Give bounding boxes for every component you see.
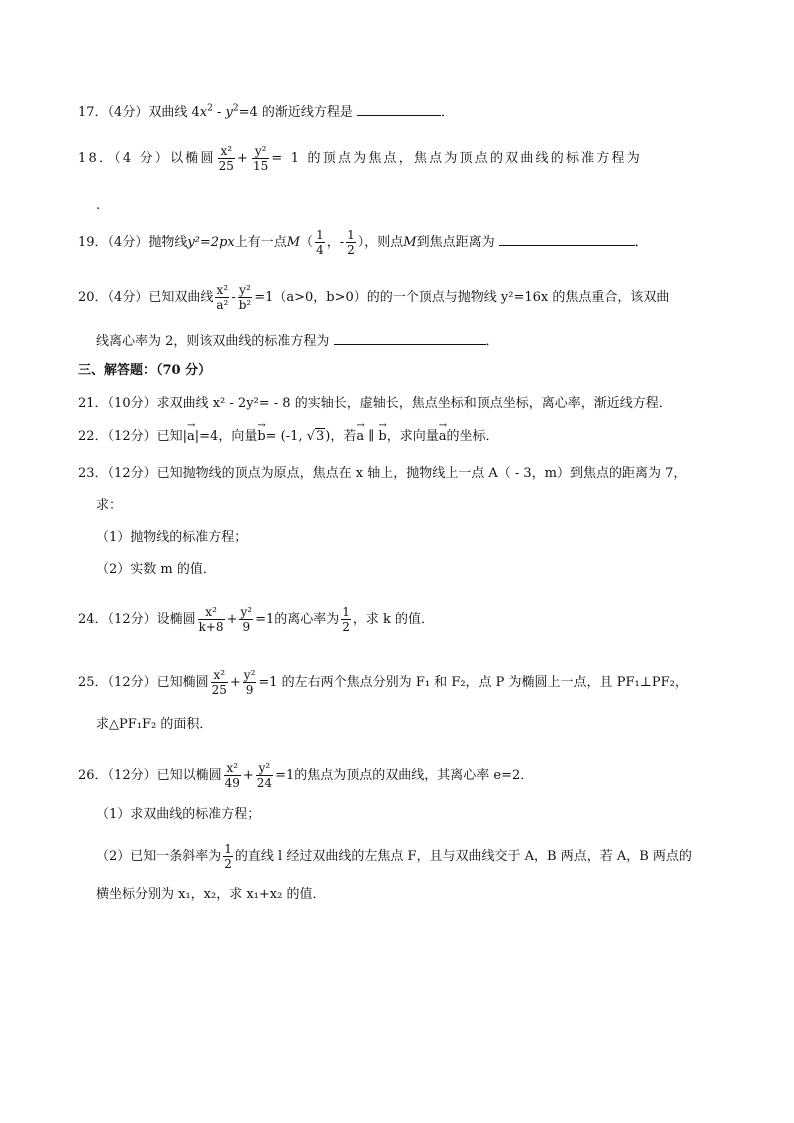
question-number: 18． <box>78 151 115 166</box>
question-number: 22． <box>78 429 108 444</box>
question-26: 26．（12分）已知以椭圆 $\frac{\text{x²}}{49}$ + $\frac{\text{y²}}{24}$ =1的焦点为顶点的双曲线，其离心率 e=2． <box>78 761 534 790</box>
question-23: 23．（12分）已知抛物线的顶点为原点，焦点在 x 轴上，抛物线上一点 A（ - 3，m）到焦点的距离为 7， <box>78 466 687 481</box>
answer-blank[interactable] <box>334 330 486 345</box>
fraction: $\frac{1}{2}$ <box>342 605 350 634</box>
score: （4分） <box>107 290 149 305</box>
question-number: 26． <box>78 768 108 783</box>
fraction: $\frac{1}{2}$ <box>224 842 232 871</box>
question-20: 20．（4分）已知双曲线 $\frac{\text{x²}}{\text{a²}}$ - $\frac{\text{y²}}{\text{b²}}$ =1（a>0，b>0）的的一个顶点与抛物线 y²=16x 的焦点重合，该双曲 <box>78 283 670 312</box>
fraction: $\frac{\text{x²}}{k+8}$ <box>198 605 224 634</box>
score: （12分） <box>107 768 157 783</box>
fraction: $\frac{\text{y²}}{24}$ <box>256 761 273 790</box>
sub-question-1: （1）抛物线的标准方程； <box>96 530 248 545</box>
fraction: $\frac{\text{y²}}{\text{b²}}$ <box>238 283 252 312</box>
question-number: 21． <box>78 396 108 411</box>
sub-question-2: （2）已知一条斜率为 $\frac{1}{2}$ 的直线 l 经过双曲线的左焦点 F，且与双曲线交于 A，B 两点，若 A，B 两点的 <box>96 842 692 871</box>
sub-question-2-cont: 横坐标分别为 x₁，x₂，求 x₁+x₂ 的值． <box>96 887 326 902</box>
question-number: 24． <box>78 612 108 627</box>
question-number: 25． <box>78 675 108 690</box>
question-number: 19． <box>78 235 108 250</box>
score: （12分） <box>107 466 157 481</box>
question-20-cont: 线离心率为 2，则该双曲线的标准方程为 ． <box>96 330 499 352</box>
question-number: 20． <box>78 290 108 305</box>
question-25-cont: 求△PF₁F₂ 的面积． <box>96 717 213 732</box>
question-number: 23． <box>78 466 108 481</box>
question-17: 17．（4分）双曲线 $4x^2 - y^2=4$ 的渐近线方程是 ． <box>78 101 454 123</box>
math-var: x <box>199 105 208 120</box>
score: （4分） <box>107 235 149 250</box>
score: （12分） <box>107 612 157 627</box>
score: （10分） <box>107 396 157 411</box>
question-number: 17． <box>78 105 108 120</box>
fraction: $\frac{1}{2}$ <box>347 228 355 257</box>
fraction: $\frac{\text{y²}}{9}$ <box>243 668 256 697</box>
answer-blank[interactable] <box>499 231 635 246</box>
fraction: $\frac{\text{x²}}{25}$ <box>218 144 234 173</box>
score: （12分） <box>107 429 157 444</box>
fraction: $\frac{\text{x²}}{49}$ <box>224 761 240 790</box>
fraction: $\frac{\text{x²}}{25}$ <box>211 668 227 697</box>
question-21: 21．（10分）求双曲线 x² - 2y²= - 8 的实轴长，虚轴长，焦点坐标和顶点坐标，离心率，渐近线方程． <box>78 396 672 411</box>
question-18: 18．（4 分）以椭圆 $\frac{\text{x²}}{25}$ + $\frac{\text{y²}}{15}$ = 1 的顶点为焦点，焦点为顶点的双曲线的标准方程为 <box>78 144 642 173</box>
question-text: 双曲线 4 <box>148 105 200 120</box>
score: （4 分） <box>114 151 171 166</box>
question-24: 24．（12分）设椭圆 $\frac{\text{x²}}{k+8}$ + $\frac{\text{y²}}{9}$ =1的离心率为 $\frac{1}{2}$ ，求 k 的值． <box>78 605 435 634</box>
question-19: 19．（4分）抛物线y²=2px上有一点M（ $\frac{1}{4}$ ，- $\frac{1}{2}$ ），则点M到焦点距离为 ． <box>78 228 648 257</box>
sub-question-2: （2）实数 m 的值． <box>96 562 216 577</box>
fraction: $\frac{\text{x²}}{\text{a²}}$ <box>216 283 229 312</box>
fraction: $\frac{\text{y²}}{15}$ <box>253 144 269 173</box>
answer-blank[interactable] <box>357 101 441 116</box>
question-22: 22．（12分）已知|→ a|=4，向量→ b= (-1, √3)，若→ a ∥ → b，求向量→ a的坐标． <box>78 427 499 447</box>
answer-blank-18[interactable]: . <box>96 198 101 213</box>
fraction: $\frac{1}{4}$ <box>316 228 324 257</box>
fraction: $\frac{\text{y²}}{9}$ <box>240 605 253 634</box>
score: （4分） <box>107 105 149 120</box>
score: （12分） <box>107 675 157 690</box>
question-23-cont: 求： <box>96 498 123 513</box>
sub-question-1: （1）求双曲线的标准方程； <box>96 807 261 822</box>
question-25: 25．（12分）已知椭圆 $\frac{\text{x²}}{25}$ + $\frac{\text{y²}}{9}$ =1 的左右两个焦点分别为 F₁ 和 F₂，点 P 为椭圆上一点，且 PF₁⊥PF₂， <box>78 668 688 697</box>
section-heading: 三、解答题：（70 分） <box>78 363 212 378</box>
